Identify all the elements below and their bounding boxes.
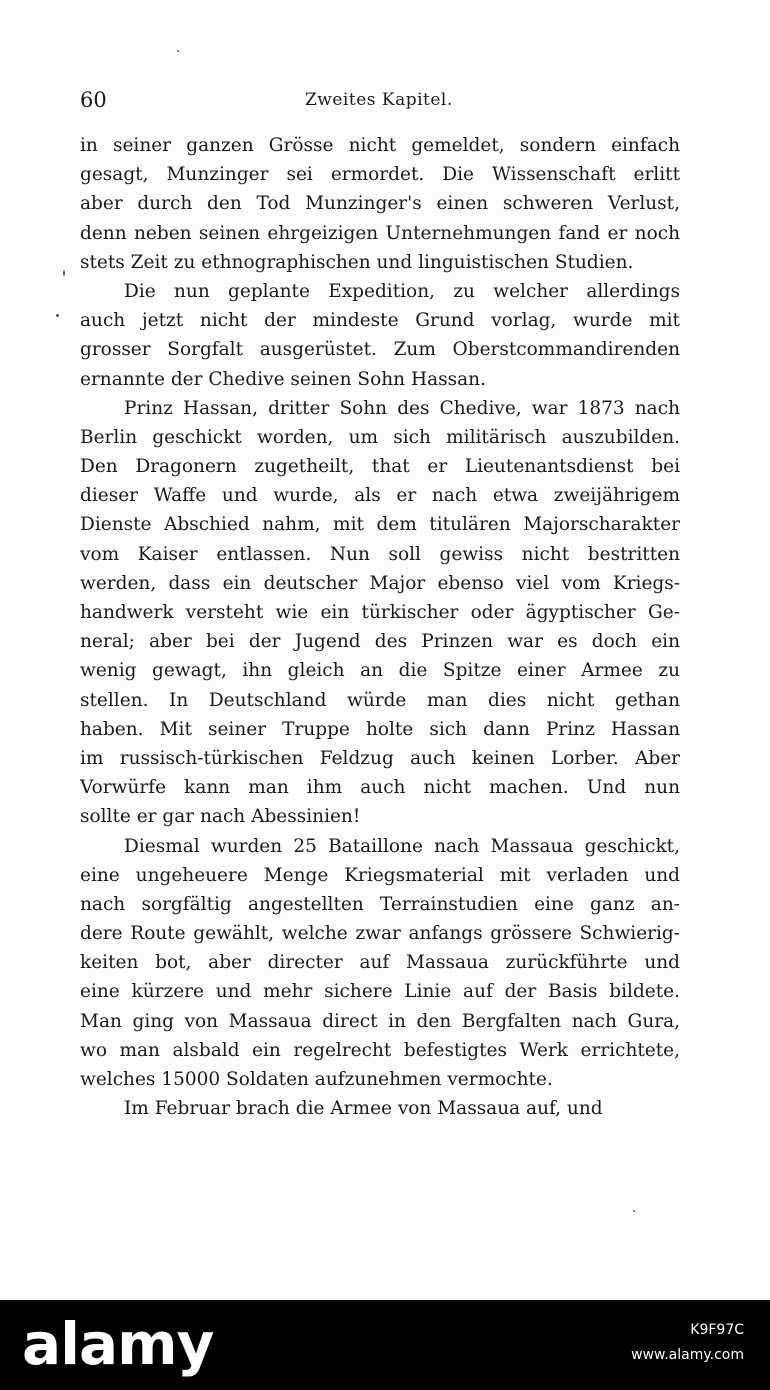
text-line: dere Route gewählt, welche zwar anfangs grössere Schwierig- [80,923,680,945]
text-line: gesagt, Munzinger sei ermordet. Die Wissenschaft erlitt [80,164,680,186]
text-line: werden, dass ein deutscher Major ebenso viel vom Kriegs- [80,572,680,594]
text-line: wenig gewagt, ihn gleich an die Spitze einer Armee zu [80,660,680,682]
text-line: vom Kaiser entlassen. Nun soll gewiss nicht bestritten [80,543,680,565]
watermark-banner [0,1300,770,1390]
text-line: eine ungeheuere Menge Kriegsmaterial mit verladen und [80,864,680,886]
scan-speck [633,1210,635,1212]
text-line: im russisch-türkischen Feldzug auch keinen Lorber. Aber [80,747,680,769]
page-number: 60 [80,88,107,112]
text-line: Prinz Hassan, dritter Sohn des Chedive, war 1873 nach [124,397,680,419]
text-line: Vorwürfe kann man ihm auch nicht machen. Und nun [80,777,680,799]
paragraph [80,394,680,832]
scan-speck [56,314,59,317]
text-line: Dienste Abschied nahm, mit dem titulären Majorscharakter [80,514,680,536]
image-credit [631,1318,744,1368]
text-line: Diesmal wurden 25 Bataillone nach Massaua geschickt, [124,835,680,857]
running-head: Zweites Kapitel. [305,90,453,110]
image-id: K9F97C [690,1322,744,1338]
text-line: haben. Mit seiner Truppe holte sich dann Prinz Hassan [80,718,680,740]
text-line: nach sorgfältig angestellten Terrainstudien eine ganz an- [80,893,680,915]
text-line: Man ging von Massaua direct in den Bergfalten nach Gura, [80,1010,680,1032]
text-line: sollte er gar nach Abessinien! [80,806,361,828]
text-line: handwerk versteht wie ein türkischer oder ägyptischer Ge- [80,602,680,623]
paragraph [80,131,680,277]
text-line: auch jetzt nicht der mindeste Grund vorlag, wurde mit [80,310,680,332]
text-line: Im Februar brach die Armee von Massaua auf, und [124,1098,603,1120]
text-line: stellen. In Deutschland würde man dies nicht gethan [80,689,680,711]
alamy-logo: alamy [22,1310,214,1378]
text-line: keiten bot, aber directer auf Massaua zurückführte und [80,952,680,974]
text-line: ernannte der Chedive seinen Sohn Hassan. [80,368,486,390]
text-line: Den Dragonern zugetheilt, that er Lieutenantsdienst bei [80,456,680,478]
paragraph [80,1094,680,1123]
text-line: wo man alsbald ein regelrecht befestigtes Werk errichtete, [80,1039,680,1061]
text-line: Die nun geplante Expedition, zu welcher allerdings [124,280,680,302]
site-url: www.alamy.com [631,1347,744,1363]
page-header [80,88,680,118]
paragraph [80,277,680,394]
text-line: in seiner ganzen Grösse nicht gemeldet, sondern einfach [80,135,680,156]
text-line: grosser Sorgfalt ausgerüstet. Zum Oberstcommandirenden [80,339,680,361]
text-line: dieser Waffe und wurde, als er nach etwa zweijährigem [80,485,680,507]
scan-speck [177,50,179,52]
body-text [80,131,680,1123]
text-line: denn neben seinen ehrgeizigen Unternehmungen fand er noch [80,222,680,244]
scan-speck [63,270,65,276]
text-line: stets Zeit zu ethnographischen und linguistischen Studien. [80,251,634,273]
text-line: neral; aber bei der Jugend des Prinzen war es doch ein [80,631,680,653]
text-line: welches 15000 Soldaten aufzunehmen vermochte. [80,1069,553,1090]
text-line: eine kürzere und mehr sichere Linie auf der Basis bildete. [80,981,680,1003]
text-line: Berlin geschickt worden, um sich militärisch auszubilden. [80,426,680,448]
text-line: aber durch den Tod Munzinger's einen schweren Verlust, [80,193,680,215]
paragraph [80,832,680,1095]
